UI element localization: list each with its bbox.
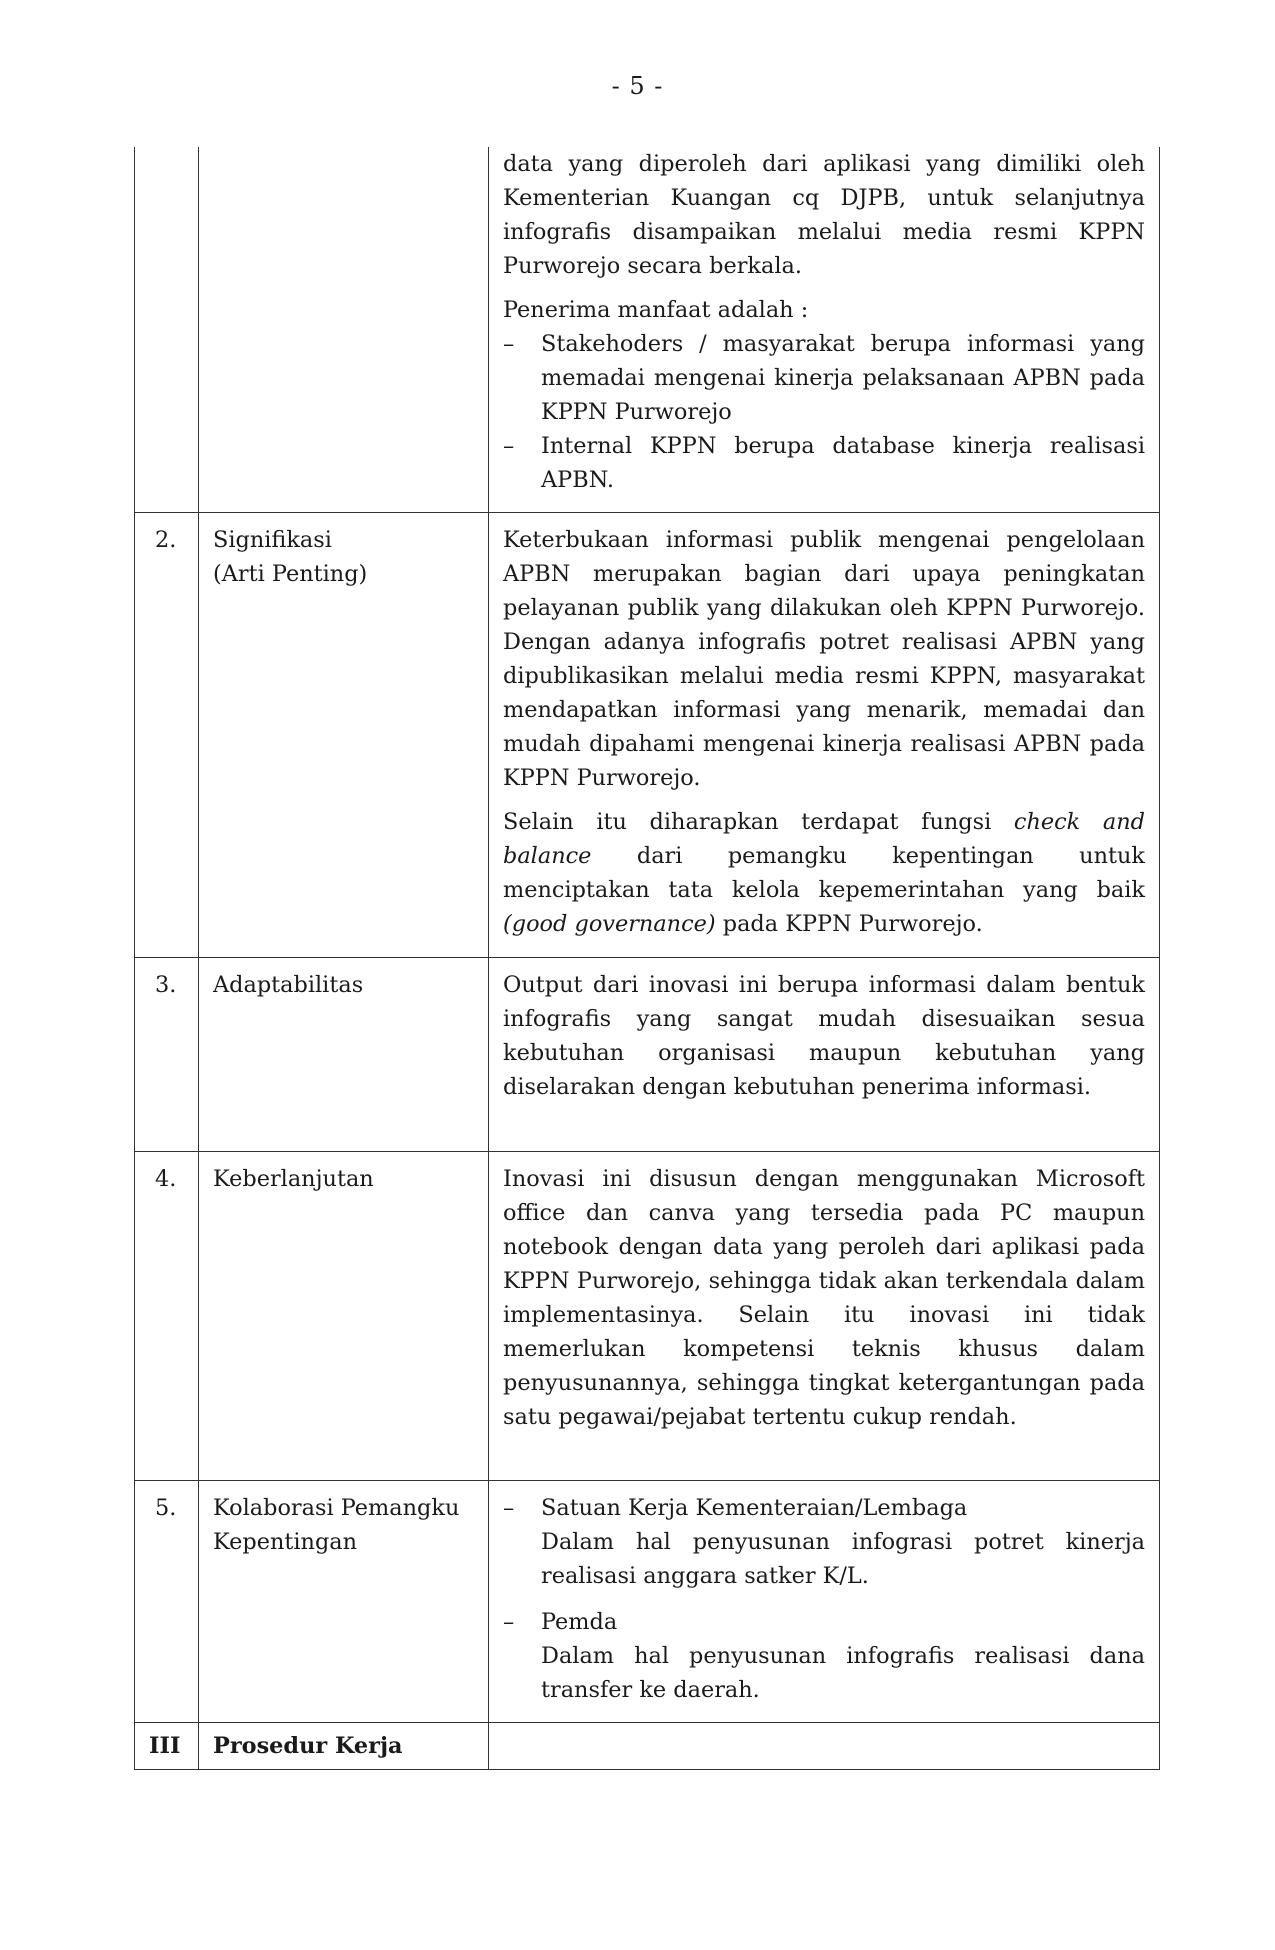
list-item bbox=[503, 429, 1145, 497]
row-content-cell bbox=[489, 1480, 1160, 1722]
row-number: 5. bbox=[135, 1480, 199, 1722]
text-run: Selain itu diharapkan terdapat fungsi bbox=[503, 808, 1014, 835]
adaptabilitas-paragraph: Output dari inovasi ini berupa informasi dalam bentuk infografis yang sangat mudah disesuaikan sesua kebutuhan organisasi maupun kebutuhan yang diselarakan dengan kebutuhan penerima informasi. bbox=[503, 971, 1145, 1100]
row-content-cell bbox=[489, 957, 1160, 1151]
stakeholder-description: Dalam hal penyusunan infografis realisasi dana transfer ke daerah. bbox=[541, 1642, 1145, 1703]
stakeholder-title: Pemda bbox=[541, 1608, 618, 1635]
row-number: 4. bbox=[135, 1151, 199, 1480]
row-number: 2. bbox=[135, 512, 199, 957]
row-label-line: (Arti Penting) bbox=[213, 560, 368, 587]
signifikasi-paragraph-1: Keterbukaan informasi publik mengenai pengelolaan APBN merupakan bagian dari upaya peningkatan pelayanan publik yang dilakukan oleh KPPN Purworejo. Dengan adanya infografis potret realisasi APBN yang dipublikasikan melalui media resmi KPPN, masyarakat mendapatkan informasi yang menarik, memadai dan mudah dipahami mengenai kinerja realisasi APBN pada KPPN Purworejo. bbox=[503, 526, 1145, 791]
row-label: Adaptabilitas bbox=[199, 957, 489, 1151]
section-number: III bbox=[135, 1722, 199, 1769]
keberlanjutan-paragraph: Inovasi ini disusun dengan menggunakan Microsoft office dan canva yang tersedia pada PC maupun notebook dengan data yang peroleh dari aplikasi pada KPPN Purworejo, sehingga tidak akan terkendala dalam implementasinya. Selain itu inovasi ini tidak memerlukan kompetensi teknis khusus dalam penyusunannya, sehingga tingkat ketergantungan pada satu pegawai/pejabat tertentu cukup rendah. bbox=[503, 1165, 1145, 1430]
stakeholder-description: Dalam hal penyusunan infograsi potret kinerja realisasi anggara satker K/L. bbox=[541, 1528, 1145, 1589]
document-table bbox=[134, 147, 1160, 1770]
page-number: - 5 - bbox=[611, 72, 664, 100]
row-number: 3. bbox=[135, 957, 199, 1151]
list-item-text: Internal KPPN berupa database kinerja realisasi APBN. bbox=[541, 433, 1145, 493]
row-label bbox=[199, 1480, 489, 1722]
row-label-line: Signifikasi bbox=[213, 526, 332, 553]
list-item bbox=[503, 327, 1145, 429]
dash-bullet: – bbox=[503, 433, 515, 459]
dash-bullet: – bbox=[503, 1608, 515, 1635]
signifikasi-paragraph-2 bbox=[503, 805, 1145, 941]
row-label-cell-empty bbox=[199, 147, 489, 512]
list-item bbox=[503, 1605, 1145, 1707]
intro-paragraph: data yang diperoleh dari aplikasi yang dimiliki oleh Kementerian Kuangan cq DJPB, untuk selanjutnya infografis disampaikan melalui media resmi KPPN Purworejo secara berkala. bbox=[503, 151, 1145, 279]
section-title: Prosedur Kerja bbox=[199, 1722, 489, 1769]
text-run: pada KPPN Purworejo. bbox=[715, 910, 983, 937]
italic-phrase: check and balance bbox=[503, 808, 1145, 869]
table-row-keberlanjutan bbox=[135, 1151, 1160, 1480]
row-label-line: Kolaborasi Pemangku bbox=[213, 1494, 460, 1521]
row-label: Keberlanjutan bbox=[199, 1151, 489, 1480]
row-label-line: Kepentingan bbox=[213, 1528, 358, 1555]
section-content-cell-empty bbox=[489, 1722, 1160, 1769]
stakeholder-title: Satuan Kerja Kementeraian/Lembaga bbox=[541, 1494, 968, 1521]
table-row-kolaborasi bbox=[135, 1480, 1160, 1722]
table-row-section-iii bbox=[135, 1722, 1160, 1769]
row-label bbox=[199, 512, 489, 957]
dash-bullet: – bbox=[503, 331, 515, 357]
table-row-adaptabilitas bbox=[135, 957, 1160, 1151]
list-item bbox=[503, 1491, 1145, 1593]
table-row-signifikasi bbox=[135, 512, 1160, 957]
beneficiary-heading: Penerima manfaat adalah : bbox=[503, 297, 809, 323]
row-content-cell bbox=[489, 1151, 1160, 1480]
table-row-continuation bbox=[135, 147, 1160, 512]
row-content-cell bbox=[489, 512, 1160, 957]
dash-bullet: – bbox=[503, 1494, 515, 1521]
beneficiary-list bbox=[503, 327, 1145, 497]
text-run: dari pemangku kepentingan untuk menciptakan tata kelola kepemerintahan yang baik bbox=[503, 842, 1145, 903]
row-number-cell-empty bbox=[135, 147, 199, 512]
row-content-cell bbox=[489, 147, 1160, 512]
list-item-text: Stakehoders / masyarakat berupa informasi yang memadai mengenai kinerja pelaksanaan APBN pada KPPN Purworejo bbox=[541, 331, 1145, 425]
stakeholder-list bbox=[503, 1491, 1145, 1707]
italic-phrase: (good governance) bbox=[503, 910, 716, 937]
